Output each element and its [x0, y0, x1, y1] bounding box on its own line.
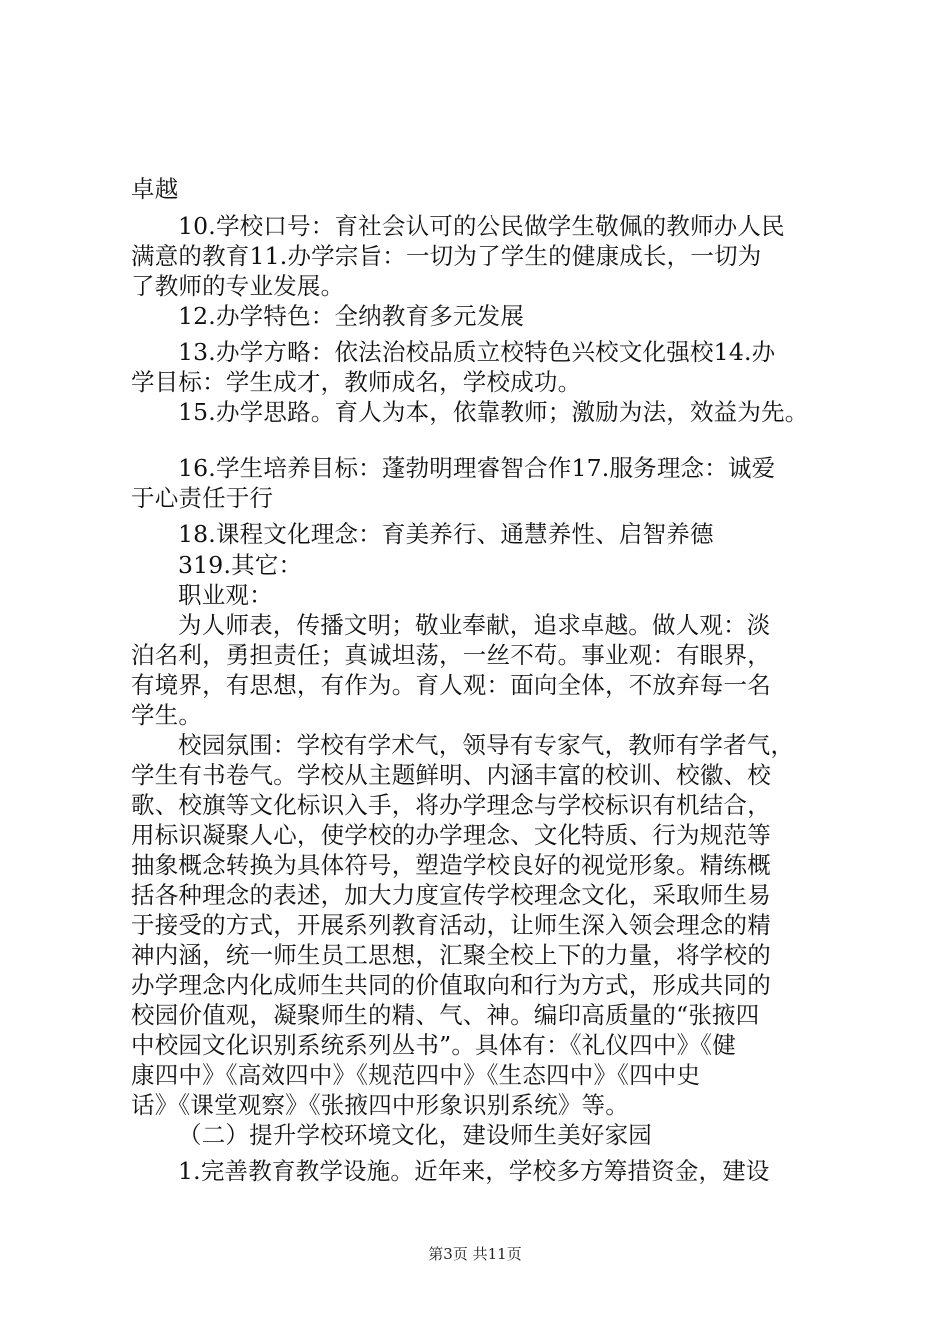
text-line: 16.学生培养目标：蓬勃明理睿智合作17.服务理念：诚爱	[178, 454, 776, 482]
text-line: （二）提升学校环境文化，建设师生美好家园	[178, 1121, 652, 1149]
text-line: 泊名利，勇担责任；真诚坦荡，一丝不苟。事业观：有眼界，	[131, 641, 771, 669]
text-line: 有境界，有思想，有作为。育人观：面向全体，不放弃每一名	[131, 671, 771, 699]
text-line: 为人师表，传播文明；敬业奉献，追求卓越。做人观：淡	[178, 611, 771, 639]
text-line: 15.办学思路。育人为本，依靠教师；激励为法，效益为先。	[178, 398, 809, 426]
text-line: 10.学校口号：育社会认可的公民做学生敬佩的教师办人民	[178, 212, 785, 240]
text-line: 卓越	[131, 175, 179, 203]
text-line: 学生。	[131, 701, 203, 729]
text-line: 校园氛围：学校有学术气，领导有专家气，教师有学者气，	[178, 731, 795, 759]
text-line: 用标识凝聚人心，使学校的办学理念、文化特质、行为规范等	[131, 821, 771, 849]
text-line: 了教师的专业发展。	[131, 272, 345, 300]
text-line: 康四中》《高效四中》《规范四中》《生态四中》《四中史	[131, 1061, 701, 1089]
text-line: 学目标：学生成才，教师成名，学校成功。	[131, 368, 582, 396]
text-line: 歌、校旗等文化标识入手，将办学理念与学校标识有机结合，	[131, 791, 771, 819]
page-footer: 第3页 共11页	[428, 1245, 522, 1263]
text-line: 12.办学特色：全纳教育多元发展	[178, 302, 525, 330]
text-line: 于接受的方式，开展系列教育活动，让师生深入领会理念的精	[131, 911, 771, 939]
text-line: 1.完善教育教学设施。近年来，学校多方筹措资金，建设	[178, 1157, 770, 1185]
text-line: 办学理念内化成师生共同的价值取向和行为方式，形成共同的	[131, 971, 771, 999]
text-line: 职业观：	[178, 581, 273, 609]
text-line: 18.课程文化理念：育美养行、通慧养性、启智养德	[178, 520, 714, 548]
text-line: 抽象概念转换为具体符号，塑造学校良好的视觉形象。精练概	[131, 851, 771, 879]
text-line: 神内涵，统一师生员工思想，汇聚全校上下的力量，将学校的	[131, 941, 771, 969]
text-line: 中校园文化识别系统系列丛书”。具体有：《礼仪四中》《健	[131, 1031, 736, 1059]
text-line: 13.办学方略：依法治校品质立校特色兴校文化强校14.办	[178, 338, 776, 366]
text-line: 校园价值观，凝聚师生的精、气、神。编印高质量的“张掖四	[131, 1001, 760, 1029]
text-line: 话》《课堂观察》《张掖四中形象识别系统》等。	[131, 1091, 629, 1119]
text-line: 学生有书卷气。学校从主题鲜明、内涵丰富的校训、校徽、校	[131, 761, 771, 789]
text-line: 319.其它：	[178, 551, 303, 579]
text-line: 于心责任于行	[131, 484, 274, 512]
text-line: 括各种理念的表述，加大力度宣传学校理念文化，采取师生易	[131, 881, 771, 909]
text-line: 满意的教育11.办学宗旨：一切为了学生的健康成长，一切为	[131, 242, 762, 270]
